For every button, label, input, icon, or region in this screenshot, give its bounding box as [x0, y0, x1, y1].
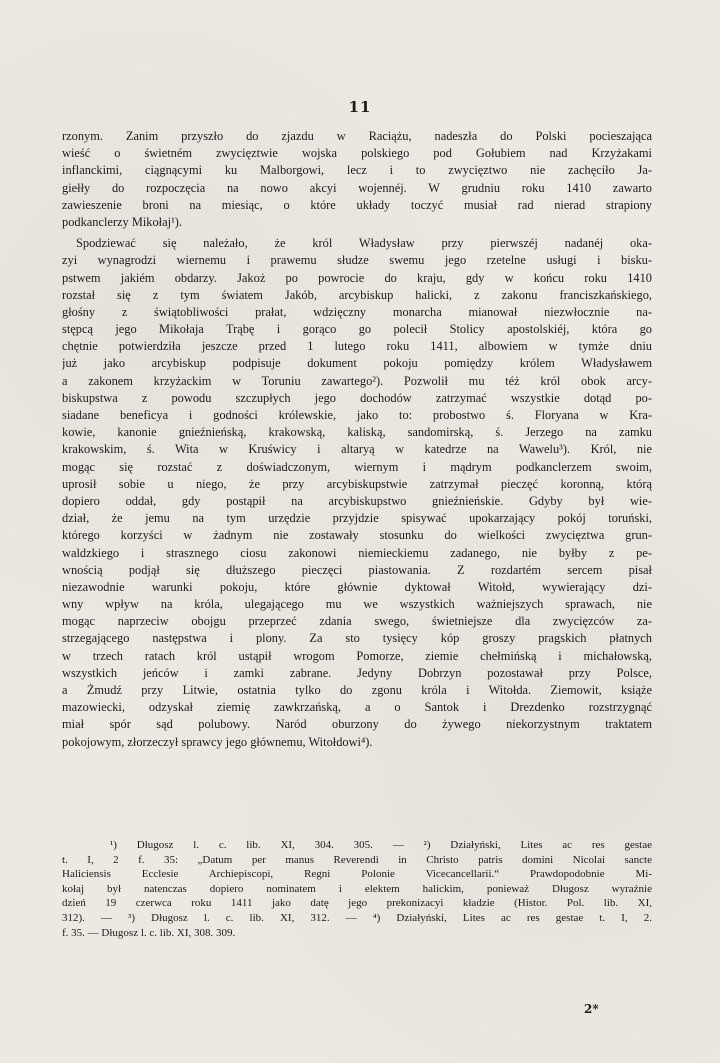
text-line: biskupstwa z powodu szczupłych jego dochodów zatrzymać wszystkie dotąd po-	[62, 390, 652, 405]
text-line: dopiero oddał, gdy postąpił na arcybiskupstwo gnieźnieńskie. Gdyby był wie-	[62, 493, 652, 508]
text-line: mazowiecki, odzyskał ziemię zawkrzańską, a o Santok i Drezdenko rozstrzygnąć	[62, 700, 652, 715]
text-line: krakowskim, ś. Wita w Kruświcy i altaryą w katedrze na Wawelu³). Król, nie	[62, 442, 652, 457]
text-line: którego korzyści w żadnym nie zostawały stosunku do wielkości zwycięztwa grun-	[62, 528, 652, 543]
text-line: już jako arcybiskup podpisuje dokument pokoju pomiędzy królem Władysławem	[62, 356, 652, 371]
text-line: kowie, kanonie gnieźnieńską, krakowską, kaliską, sandomirską, ś. Jerzego na zamku	[62, 425, 652, 440]
text-line: chętnie potwierdziła jeszcze przed 1 lutego roku 1411, albowiem w tymże dniu	[62, 339, 652, 354]
text-line: a Żmudź przy Litwie, ostatnia tylko do zgonu króla i Witołda. Ziemowit, książe	[62, 683, 652, 697]
footnote-line: kołaj był natenczas dopiero nominatem i elektem halickim, ponieważ Długosz wyraźnie	[62, 882, 652, 895]
text-line: mogąc się rozstać z doświadczonym, wiernym i mądrym podkanclerzem swoim,	[62, 459, 652, 474]
text-line: głośny z świątobliwości prałat, wdzięczny monarcha mianował niezwłocznie na-	[62, 304, 652, 319]
text-line: wny wpływ na króla, ulegającego mu we wszystkich ważniejszych sprawach, nie	[62, 597, 652, 612]
text-line: pokojowym, złorzeczył sprawcy jego głównemu, Witołdowi⁴).	[62, 734, 373, 749]
signature-mark: 2*	[584, 1002, 599, 1016]
text-line: Spodziewać się należało, że król Władysław przy pierwszéj nadanéj oka-	[76, 236, 652, 251]
footnote-line: ¹) Długosz l. c. lib. XI, 304. 305. — ²) Działyński, Lites ac res gestae	[110, 839, 652, 851]
text-line: mogąc naprzeciw obojgu przeprzeć zdania swego, świetniejsze dla zwycięzców za-	[62, 614, 652, 629]
text-line: podkanclerzy Mikołaj¹).	[62, 214, 183, 229]
text-line: strzegającego następstwa i plony. Za sto tysięcy kóp groszy pragskich płatnych	[62, 631, 652, 646]
text-line: dział, że jemu na tym urzędzie przyjdzie spisywać upokarzający pokój toruński,	[62, 511, 652, 526]
text-line: wieść o świetném zwycięztwie wojska polskiego pod Gołubiem nad Krzyżakami	[62, 146, 652, 161]
text-line: giełły do rozpoczęcia na nowo akcyi wojennéj. W grudniu roku 1410 zawarto	[62, 180, 652, 195]
footnote-line: f. 35. — Długosz l. c. lib. XI, 308. 309.	[62, 926, 236, 939]
footnotes	[62, 838, 652, 940]
text-line: rozstał się z tym światem Jakób, arcybiskup halicki, z zakonu franciszkańskiego,	[62, 287, 652, 302]
text-line: uprosił sobie u niego, że przy arcybiskupstwie zatrzymał pieczęć koronną, którą	[62, 476, 652, 491]
text-line: niezawodnie warunki pokoju, które głównie dyktował Witołd, wywierający dzi-	[62, 579, 652, 594]
text-line: wszystkich jeńców i zamki zabrane. Jedyny Dobrzyn pozostawał przy Polsce,	[62, 665, 652, 680]
page-number: 11	[348, 98, 372, 116]
text-line: siadane beneficya i godności królewskie, jako to: probostwo ś. Floryana w Kra-	[62, 408, 652, 422]
footnote-line: Haliciensis Ecclesie Archiepiscopi, Regni Polonie Vicecancellarii.“ Prawdopodobnie Mi-	[62, 868, 652, 881]
footnote-line: t. I, 2 f. 35: „Datum per manus Reverendi in Christo patris domini Nicolai sancte	[62, 853, 652, 866]
text-line: zawieszenie broni na miesiąc, o które układy toczyć musiał rad nierad strapiony	[62, 197, 652, 212]
text-line: inflanckimi, ciągnącymi ku Malborgowi, lecz i to zwycięztwo nie zachęciło Ja-	[62, 163, 652, 178]
text-line: rzonym. Zanim przyszło do zjazdu w Raciążu, nadeszła do Polski pocieszająca	[62, 129, 652, 143]
footnote-line: 312). — ³) Długosz l. c. lib. XI, 312. — ⁴) Działyński, Lites ac res gestae t. I, 2.	[62, 911, 652, 924]
text-line: wnością podjął się dłuższego pieczęci piastowania. Z rozdartém sercem pisał	[62, 562, 652, 577]
text-line: stępcą jego Mikołaja Trąbę i gorąco go polecił Stolicy apostolskiéj, która go	[62, 322, 652, 337]
text-line: waldzkiego i strasznego ciosu zakonowi niemieckiemu zadanego, nie byłby z pe-	[62, 545, 652, 560]
text-line: w trzech ratach król ustąpił wrogom Pomorze, ziemie chełmińską i michałowską,	[62, 648, 652, 663]
footnote-line: dzień 19 czerwca roku 1411 jako datę jego prekonizacyi kładzie (Histor. Pol. lib. XI,	[62, 897, 652, 910]
text-line: a zakonem krzyżackim w Toruniu zawartego²). Pozwolił mu téż król obok arcy-	[62, 373, 652, 388]
text-line: zyi wynagrodzi wiernemu i prawemu słudze swemu jego rzetelne usługi i bisku-	[62, 253, 652, 268]
text-line: miał spór sąd polubowy. Naród oburzony do żywego niekorzystnym traktatem	[62, 717, 652, 732]
text-line: pstwem jakiém obdarzy. Jakoż po powrocie do kraju, gdy w końcu roku 1410	[62, 270, 652, 285]
body-text	[62, 128, 652, 751]
